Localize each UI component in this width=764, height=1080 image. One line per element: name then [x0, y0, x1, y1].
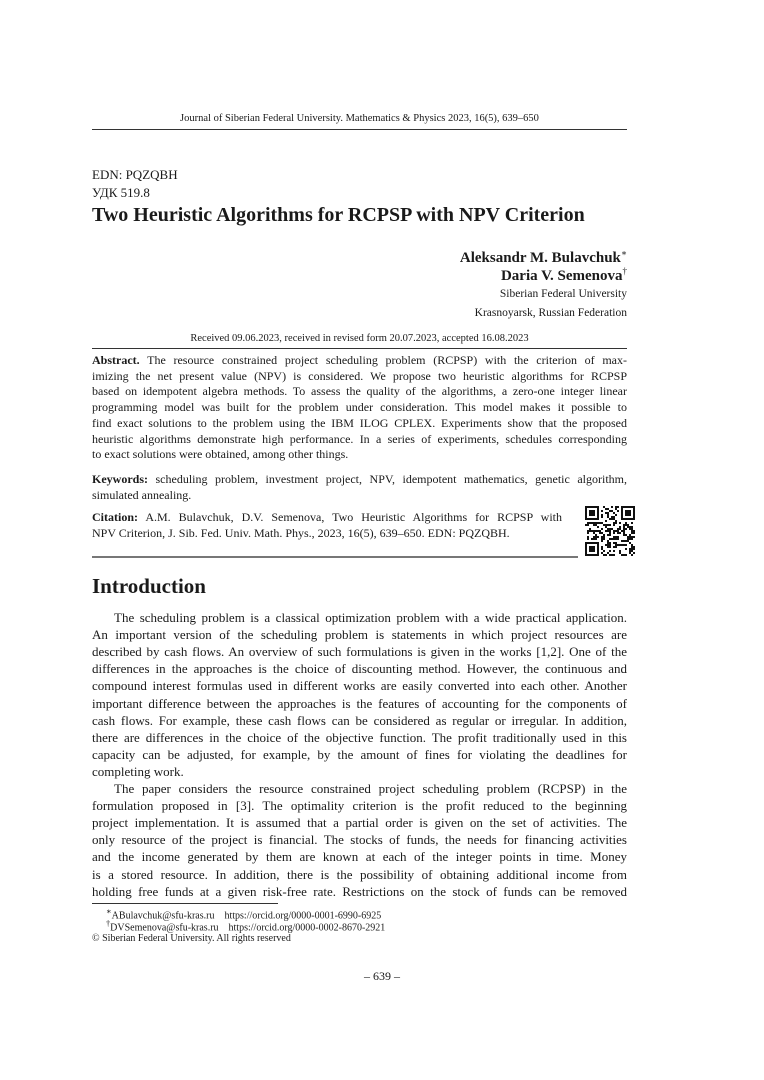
line-text: differences in the approaches is the choice of discounting method. However, the continuous and — [92, 661, 627, 677]
footnote-email[interactable]: ABulavchuk@sfu-kras.ru — [111, 910, 215, 922]
edn: EDN: PQZQBH — [92, 167, 178, 182]
line-text: imizing the net present value (NPV) is considered. We propose two heuristic algorithms for RCPSP — [92, 368, 627, 383]
footnote-orcid-link[interactable]: https://orcid.org/0000-0002-8670-2921 — [228, 922, 386, 934]
text-line — [92, 384, 627, 399]
line-text: there are differences in the choice of the objective function. The profit traditionally used in this — [92, 729, 627, 745]
affiliation-location: Krasnoyarsk, Russian Federation — [474, 307, 627, 319]
line-text: cash flows. For example, these cash flows can be considered as regular or irregular. In addition, — [92, 712, 627, 728]
line-text: holding free funds at a given risk-free rate. Restrictions on the stock of funds can be removed — [92, 883, 627, 899]
line-text: compound interest formulas used in different works are easily converted into each other. Another — [92, 678, 627, 694]
body-text — [92, 610, 627, 899]
text-line — [92, 472, 627, 487]
label: Abstract. — [92, 353, 140, 367]
footnote-orcid-link[interactable]: https://orcid.org/0000-0001-6990-6925 — [224, 910, 382, 922]
text-line — [92, 867, 627, 883]
line-text: only resource of the project is financial. The stocks of funds, the needs for financing activities — [92, 832, 627, 848]
line-text: The scheduling problem is a classical optimization problem with a wide practical application. — [114, 610, 627, 625]
text-line — [92, 832, 627, 848]
footnote-mark: † — [106, 919, 111, 928]
line-text: to exact solutions were obtained, among other things. — [92, 447, 349, 462]
line-text: The resource constrained project scheduling problem (RCPSP) with the criterion of max- — [147, 353, 627, 367]
text-line — [92, 510, 562, 525]
line-text: and the income generated by them are known at each of the integer points in time. Money — [92, 849, 627, 865]
author-1 — [460, 248, 627, 267]
qr-code[interactable] — [585, 506, 635, 556]
line-text: simulated annealing. — [92, 487, 192, 502]
paper-title: Two Heuristic Algorithms for RCPSP with NPV Criterion — [92, 204, 585, 226]
line-text: find exact solutions to the problem using the IBM ILOG CPLEX. Experiments show that the proposed — [92, 415, 627, 430]
text-line — [92, 627, 627, 643]
line-text: completing work. — [92, 763, 184, 779]
footnote-rule — [92, 903, 278, 904]
text-line — [92, 849, 627, 865]
text-line — [92, 798, 627, 814]
text-line — [92, 353, 627, 368]
line-text: programming model was built for the problem under consideration. This model makes it possible to — [92, 400, 627, 415]
footnote-mark: ∗ — [620, 248, 627, 258]
line-text: A.M. Bulavchuk, D.V. Semenova, Two Heuristic Algorithms for RCPSP with — [145, 510, 562, 524]
section-heading-introduction: Introduction — [92, 574, 206, 598]
running-header: Journal of Siberian Federal University. Mathematics & Physics 2023, 16(5), 639–650 — [180, 113, 539, 124]
text-line — [92, 400, 627, 415]
abstract-top-rule — [92, 348, 627, 349]
page-number: – 639 – — [364, 969, 400, 983]
text-line — [92, 432, 627, 447]
text-line — [92, 526, 562, 541]
text-line — [92, 610, 627, 626]
line-text: project implementation. It is assumed that a partial order is given on the set of activities. The — [92, 815, 627, 831]
label: Keywords: — [92, 472, 148, 486]
text-line — [92, 369, 627, 384]
footnote-2 — [106, 919, 385, 933]
header-rule — [92, 129, 627, 130]
line-text: The paper considers the resource constrained project scheduling problem (RCPSP) in the — [114, 781, 627, 796]
footnote-email[interactable]: DVSemenova@sfu-kras.ru — [110, 922, 219, 934]
citation — [92, 510, 562, 542]
text-line — [92, 884, 627, 900]
copyright-notice: © Siberian Federal University. All rights reserved — [92, 933, 291, 944]
line-text: is a stored resource. In addition, there is the possibility of obtaining additional income from — [92, 866, 627, 882]
line-text: based on idempotent algebra methods. To assess the quality of the algorithms, a zero-one integer linear — [92, 384, 627, 399]
text-line — [92, 713, 627, 729]
text-line — [92, 747, 627, 763]
text-line — [92, 678, 627, 694]
line-text: formulation proposed in [3]. The optimality criterion is the profit reduced to the beginning — [92, 798, 627, 814]
text-line — [92, 488, 627, 503]
author-2 — [501, 266, 627, 285]
abstract — [92, 353, 627, 463]
abstract-bottom-rule — [92, 556, 578, 558]
footnote-mark: † — [622, 266, 627, 276]
author-name: Aleksandr M. Bulavchuk — [459, 250, 621, 266]
line-text: capacity can be adjusted, for example, by the amount of fines for violating the deadlines for — [92, 746, 627, 762]
text-line — [92, 644, 627, 660]
line-text: An important version of the scheduling problem is statements in which project resources are — [92, 627, 627, 643]
text-line — [92, 781, 627, 797]
text-line — [92, 447, 627, 462]
line-text: NPV Criterion, J. Sib. Fed. Univ. Math. Phys., 2023, 16(5), 639–650. EDN: PQZQBH. — [92, 526, 510, 540]
line-text: important difference between the approaches is the features of accounting for the components of — [92, 695, 627, 711]
text-line — [92, 815, 627, 831]
text-line — [92, 696, 627, 712]
text-line — [92, 416, 627, 431]
received-dates: Received 09.06.2023, received in revised form 20.07.2023, accepted 16.08.2023 — [190, 333, 529, 344]
udk: УДК 519.8 — [92, 185, 150, 200]
text-line — [92, 730, 627, 746]
author-name: Daria V. Semenova — [500, 268, 623, 284]
footnote-mark: ∗ — [106, 907, 112, 916]
line-text: heuristic algorithms demonstrate high performance. In a series of experiments, schedules corresponding — [92, 431, 627, 446]
text-line — [92, 764, 627, 780]
label: Citation: — [92, 510, 138, 524]
affiliation-university: Siberian Federal University — [499, 288, 627, 300]
line-text: scheduling problem, investment project, NPV, idempotent mathematics, genetic algorithm, — [155, 472, 627, 486]
line-text: described by cash flows. An overview of such formulations is given in the works [1,2]. One of the — [92, 644, 627, 660]
text-line — [92, 661, 627, 677]
keywords — [92, 472, 627, 504]
